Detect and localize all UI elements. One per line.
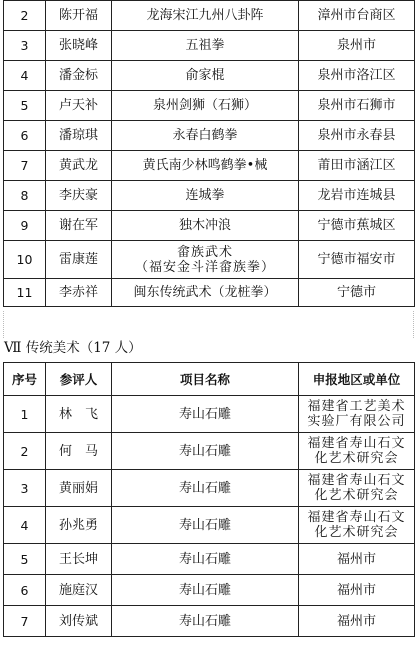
applicant-name: 雷康莲 [46, 241, 112, 279]
row-number: 11 [4, 279, 46, 307]
region: 漳州市台商区 [299, 1, 415, 31]
header-region: 申报地区或单位 [299, 363, 415, 396]
region [299, 396, 415, 433]
table-row [4, 575, 415, 606]
project-name-line-1: 畲族武术 [176, 244, 233, 260]
applicant-name: 施庭汉 [46, 575, 112, 606]
row-number: 2 [4, 1, 46, 31]
row-number: 5 [4, 544, 46, 575]
applicant-name: 张晓峰 [46, 31, 112, 61]
project-name: 寿山石雕 [112, 396, 299, 433]
applicant-name: 林 飞 [46, 396, 112, 433]
traditional-arts-table [3, 362, 415, 637]
project-name: 寿山石雕 [112, 507, 299, 544]
region: 泉州市石狮市 [299, 91, 415, 121]
region-line-2: 实验厂有限公司 [307, 414, 406, 429]
applicant-name: 王长坤 [46, 544, 112, 575]
applicant-name: 潘金标 [46, 61, 112, 91]
applicant-name: 刘传斌 [46, 606, 112, 637]
martial-arts-table-continued [3, 0, 415, 307]
region: 泉州市洛江区 [299, 61, 415, 91]
project-name: 寿山石雕 [112, 433, 299, 470]
project-name: 黄氏南少林鸣鹤拳•械 [112, 151, 299, 181]
row-number: 3 [4, 470, 46, 507]
table-row [4, 396, 415, 433]
project-name: 俞家棍 [112, 61, 299, 91]
project-name: 寿山石雕 [112, 544, 299, 575]
row-number: 4 [4, 61, 46, 91]
table-row [4, 181, 415, 211]
project-name [112, 241, 299, 279]
row-number: 10 [4, 241, 46, 279]
applicant-name: 陈开福 [46, 1, 112, 31]
region: 福州市 [299, 544, 415, 575]
table-row [4, 31, 415, 61]
row-number: 9 [4, 211, 46, 241]
table-header-row [4, 363, 415, 396]
region: 宁德市蕉城区 [299, 211, 415, 241]
table-row [4, 279, 415, 307]
row-number: 8 [4, 181, 46, 211]
region: 莆田市涵江区 [299, 151, 415, 181]
applicant-name: 潘琼琪 [46, 121, 112, 151]
project-name: 永春白鹤拳 [112, 121, 299, 151]
row-number: 4 [4, 507, 46, 544]
region: 泉州市永春县 [299, 121, 415, 151]
applicant-name: 谢在军 [46, 211, 112, 241]
header-applicant: 参评人 [46, 363, 112, 396]
row-number: 7 [4, 151, 46, 181]
section-title: Ⅶ 传统美术（17 人） [4, 340, 142, 356]
region: 龙岩市连城县 [299, 181, 415, 211]
project-name: 连城拳 [112, 181, 299, 211]
project-name-line-2: （福安金斗洋畲族拳） [134, 259, 275, 275]
applicant-name: 卢天补 [46, 91, 112, 121]
region: 福州市 [299, 606, 415, 637]
region-line-2: 化艺术研究会 [314, 451, 399, 466]
applicant-name: 李庆豪 [46, 181, 112, 211]
table-spacer [3, 311, 414, 338]
region [299, 433, 415, 470]
region: 福州市 [299, 575, 415, 606]
applicant-name: 何 马 [46, 433, 112, 470]
project-name: 寿山石雕 [112, 470, 299, 507]
table-row [4, 1, 415, 31]
region-line-1: 福建省寿山石文 [307, 473, 406, 488]
region [299, 507, 415, 544]
row-number: 6 [4, 575, 46, 606]
applicant-name: 黄武龙 [46, 151, 112, 181]
applicant-name: 黄丽娟 [46, 470, 112, 507]
region [299, 470, 415, 507]
region-line-2: 化艺术研究会 [314, 488, 399, 503]
row-number: 5 [4, 91, 46, 121]
region-line-1: 福建省寿山石文 [307, 510, 406, 525]
row-number: 6 [4, 121, 46, 151]
project-name: 龙海宋江九州八卦阵 [112, 1, 299, 31]
table-row [4, 470, 415, 507]
row-number: 2 [4, 433, 46, 470]
table-row [4, 91, 415, 121]
table-row [4, 507, 415, 544]
region: 宁德市 [299, 279, 415, 307]
region: 泉州市 [299, 31, 415, 61]
project-name: 泉州剑狮（石狮） [112, 91, 299, 121]
header-project: 项目名称 [112, 363, 299, 396]
project-name: 寿山石雕 [112, 606, 299, 637]
region-line-2: 化艺术研究会 [314, 525, 399, 540]
table-row [4, 61, 415, 91]
row-number: 3 [4, 31, 46, 61]
table-row [4, 433, 415, 470]
project-name: 闽东传统武术（龙桩拳） [112, 279, 299, 307]
row-number: 1 [4, 396, 46, 433]
region-line-1: 福建省工艺美术 [307, 399, 406, 414]
project-name: 独木冲浪 [112, 211, 299, 241]
row-number: 7 [4, 606, 46, 637]
project-name: 寿山石雕 [112, 575, 299, 606]
table-row [4, 211, 415, 241]
header-number: 序号 [4, 363, 46, 396]
project-name: 五祖拳 [112, 31, 299, 61]
applicant-name: 李赤祥 [46, 279, 112, 307]
region-line-1: 福建省寿山石文 [307, 436, 406, 451]
table-row [4, 241, 415, 279]
table-row [4, 606, 415, 637]
table-row [4, 544, 415, 575]
table-row [4, 151, 415, 181]
region: 宁德市福安市 [299, 241, 415, 279]
table-row [4, 121, 415, 151]
applicant-name: 孙兆勇 [46, 507, 112, 544]
